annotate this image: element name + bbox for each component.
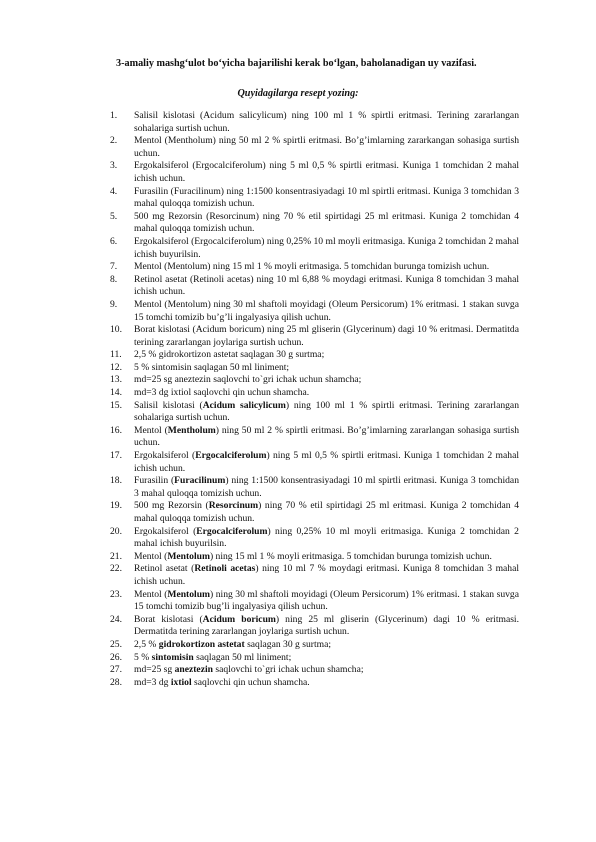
item-text-bold: ixtiol — [170, 676, 192, 688]
list-item — [0, 186, 596, 211]
item-text — [134, 563, 519, 588]
item-number: 21. — [110, 550, 122, 562]
list-item — [0, 425, 596, 450]
item-number: 17. — [110, 450, 122, 462]
item-number: 12. — [110, 361, 122, 373]
item-text: 2,5 % gidrokortizon astetat saqlagan 30 g surtma; — [134, 349, 325, 361]
list-item — [0, 349, 596, 362]
list-item — [0, 274, 596, 299]
item-number: 3. — [110, 160, 118, 172]
list-item — [0, 135, 596, 160]
item-text-pre: 2,5 % — [134, 638, 159, 650]
item-number: 20. — [110, 525, 122, 537]
item-text-pre: Mentol ( — [134, 588, 168, 600]
item-text-pre: 5 % — [134, 651, 152, 663]
item-text-bold: Ergocalciferolum — [196, 525, 268, 537]
list-item — [0, 236, 596, 261]
item-text: Furasilin (Furacilinum) ning 1:1500 konsentrasiyadagi 10 ml spirtli eritmasi. Kuniga 3 tomchidan 3 mahal quloqqa tomizish uchun. — [134, 185, 519, 210]
item-text-pre: Salisil kislotasi ( — [134, 399, 203, 411]
item-text-post: ) ning 25 ml gliserin (Glycerinum) dagi 10 % eritmasi. Dermatitda terining zararlangan joylariga surtish uchun. — [134, 613, 519, 638]
item-number: 13. — [110, 374, 122, 386]
list-item — [0, 362, 596, 375]
list-item — [0, 299, 596, 324]
item-number: 23. — [110, 588, 122, 600]
list-item — [0, 526, 596, 551]
item-number: 24. — [110, 613, 122, 625]
item-number: 10. — [110, 324, 122, 336]
list-item — [0, 110, 596, 135]
instruction-subheading: Quyidagilarga resept yozing: — [237, 88, 359, 99]
item-text-pre: Retinol asetat ( — [134, 563, 195, 575]
item-text-post: ) ning 0,25% 10 ml moyli eritmasiga. Kuniga 2 tomchidan 2 mahal ichish buyurilsin. — [134, 525, 519, 550]
item-text-pre: Mentol ( — [134, 424, 168, 436]
item-text: Mentol (Mentholum) ning 50 ml 2 % spirtli eritmasi. Bo’g’imlarning zararkangan sohasiga surtish uchun. — [134, 135, 519, 159]
item-text-bold: aneztezin — [174, 664, 213, 676]
item-number: 11. — [110, 349, 122, 361]
item-number: 7. — [110, 261, 118, 273]
item-text — [134, 652, 519, 665]
item-text-bold: Mentolum — [167, 550, 210, 562]
item-text-post: ) ning 1:1500 konsentrasiyadagi 10 ml spirtli eritmasi. Kuniga 3 tomchidan 3 mahal quloqqa tomizish uchun. — [134, 475, 519, 499]
item-text-bold: Retinoli acetas — [194, 563, 256, 575]
item-text — [134, 450, 519, 475]
item-text: 5 % sintomisin saqlagan 50 ml liniment; — [134, 361, 290, 373]
item-text: Ergokalsiferol (Ergocalciferolum) ning 0,25% 10 ml moyli eritmasiga. Kuniga 2 tomchidan 2 mahal ichish buyurilsin. — [134, 235, 519, 260]
item-text-pre: md=3 dg — [134, 676, 171, 688]
list-item — [0, 324, 596, 349]
item-text — [134, 677, 519, 690]
item-text-pre: Ergokalsiferol ( — [134, 525, 197, 537]
item-number: 16. — [110, 424, 122, 436]
item-text — [134, 589, 519, 614]
item-text-post: ) ning 50 ml 2 % spirtli eritmasi. Bo’g’imlarning zararlangan sohasiga surtish uchun. — [134, 424, 519, 449]
item-text: Retinol asetat (Retinoli acetas) ning 10 ml 6,88 % moydagi eritmasi. Kuniga 8 tomchidan 3 mahal ichish uchun. — [134, 273, 519, 298]
item-text: Salisil kislotasi (Acidum salicylicum) ning 100 ml 1 % spirtli eritmasi. Terining zararlangan sohalariga surtish uchun. — [134, 110, 519, 134]
item-number: 28. — [110, 676, 122, 688]
list-item — [0, 589, 596, 614]
list-item — [0, 261, 596, 274]
list-item — [0, 450, 596, 475]
item-text-bold: Resorcinum — [208, 500, 259, 512]
item-text-post: ) ning 70 % etil spirtidagi 25 ml eritmasi. Kuniga 2 tomchidan 4 mahal quloqqa tomizish uchun. — [134, 500, 519, 524]
item-text-post: saqlovchi to`gri ichak uchun shamcha; — [212, 664, 364, 676]
item-text-bold: Furacilinum — [174, 475, 226, 487]
list-item — [0, 677, 596, 690]
item-text: Ergokalsiferol (Ergocalciferolum) ning 5 ml 0,5 % spirtli eritmasi. Kuniga 1 tomchidan 2 mahal ichish uchun. — [134, 160, 519, 184]
item-text: Mentol (Mentolum) ning 15 ml 1 % moyli eritmasiga. 5 tomchidan burunga tomizish uchun. — [134, 261, 490, 273]
item-text: Mentol (Mentolum) ning 30 ml shaftoli moyidagi (Oleum Persicorum) 1% eritmasi. 1 stakan suvga 15 tomchi tomizib bu’g’li ingalyasiya qilish uchun. — [134, 298, 519, 323]
item-number: 15. — [110, 399, 122, 411]
item-text — [134, 639, 519, 652]
item-text — [134, 400, 519, 425]
item-text — [134, 614, 519, 639]
list-item — [0, 400, 596, 425]
item-number: 8. — [110, 273, 118, 285]
list-item — [0, 387, 596, 400]
item-text-post: ) ning 15 ml 1 % moyli eritmasiga. 5 tomchidan burunga tomizish uchun. — [209, 550, 492, 562]
item-text — [134, 526, 519, 551]
item-text-pre: Furasilin ( — [134, 475, 175, 487]
item-text-post: ) ning 5 ml 0,5 % spirtli eritmasi. Kuniga 1 tomchidan 2 mahal ichish uchun. — [134, 450, 519, 474]
item-text-pre: Mentol ( — [134, 550, 168, 562]
item-text-post: ) ning 30 ml shaftoli moyidagi (Oleum Persicorum) 1% eritmasi. 1 stakan suvga 15 tomchi tomizib bug’li ingalyasiya qilish uchun. — [134, 588, 519, 613]
item-text: 500 mg Rezorsin (Resorcinum) ning 70 % etil spirtidagi 25 ml eritmasi. Kuniga 2 tomchidan 4 mahal quloqqa tomizish uchun. — [134, 210, 519, 235]
item-text-post: saqlagan 30 g surtma; — [244, 638, 331, 650]
item-text-post: ) ning 10 ml 7 % moydagi eritmasi. Kuniga 8 tomchidan 3 mahal ichish uchun. — [134, 563, 520, 587]
item-number: 5. — [110, 210, 118, 222]
list-item — [0, 475, 596, 500]
item-text — [134, 500, 519, 525]
list-item — [0, 500, 596, 525]
item-text-post: saqlovchi qin uchun shamcha. — [191, 676, 310, 688]
item-text-post: ) ning 100 ml 1 % spirtli eritmasi. Terining zararlangan sohalariga surtish uchun. — [134, 399, 519, 424]
item-text-post: saqlagan 50 ml liniment; — [193, 651, 292, 663]
item-text — [134, 551, 519, 564]
list-item — [0, 160, 596, 185]
item-text-bold: sintomisin — [151, 651, 194, 663]
item-text-bold: Ergocalciferolum — [195, 450, 267, 462]
item-text-pre: 500 mg Rezorsin ( — [134, 500, 209, 512]
item-text-bold: Mentholum — [167, 424, 216, 436]
item-text-bold: Acidum salicylicum — [202, 399, 286, 411]
item-text-pre: Ergokalsiferol ( — [134, 450, 196, 462]
prescription-list — [0, 110, 596, 689]
item-number: 19. — [110, 500, 122, 512]
item-text — [134, 475, 519, 500]
list-item — [0, 664, 596, 677]
item-number: 9. — [110, 298, 118, 310]
item-number: 1. — [110, 110, 118, 121]
item-text-bold: gidrokortizon astetat — [158, 638, 245, 650]
item-text: Borat kislotasi (Acidum boricum) ning 25 ml gliserin (Glycerinum) dagi 10 % eritmasi. Dermatitda terining zararlangan joylariga surtish uchun. — [134, 324, 519, 348]
item-text — [134, 664, 519, 677]
item-number: 2. — [110, 135, 118, 147]
list-item — [0, 374, 596, 387]
item-number: 14. — [110, 387, 122, 399]
item-text-bold: Acidum boricum — [202, 613, 276, 625]
list-item — [0, 614, 596, 639]
list-item — [0, 652, 596, 665]
item-text-pre: md=25 sg — [134, 664, 175, 676]
assignment-heading: 3-amaliy mashg‘ulot bo‘yicha bajarilishi kerak bo‘lgan, baholanadigan uy vazifasi. — [116, 58, 477, 69]
list-item — [0, 211, 596, 236]
item-text: md=3 dg ixtiol saqlovchi qin uchun shamcha. — [134, 387, 310, 399]
item-number: 25. — [110, 638, 122, 650]
list-item — [0, 551, 596, 564]
item-text: md=25 sg aneztezin saqlovchi to`gri ichak uchun shamcha; — [134, 374, 362, 386]
item-text-pre: Borat kislotasi ( — [134, 613, 203, 625]
item-number: 26. — [110, 651, 122, 663]
item-text — [134, 425, 519, 450]
list-item — [0, 563, 596, 588]
item-number: 22. — [110, 563, 122, 575]
item-number: 18. — [110, 475, 122, 487]
item-number: 27. — [110, 664, 122, 676]
list-item — [0, 639, 596, 652]
item-number: 4. — [110, 185, 118, 197]
item-number: 6. — [110, 235, 118, 247]
item-text-bold: Mentolum — [167, 588, 211, 600]
